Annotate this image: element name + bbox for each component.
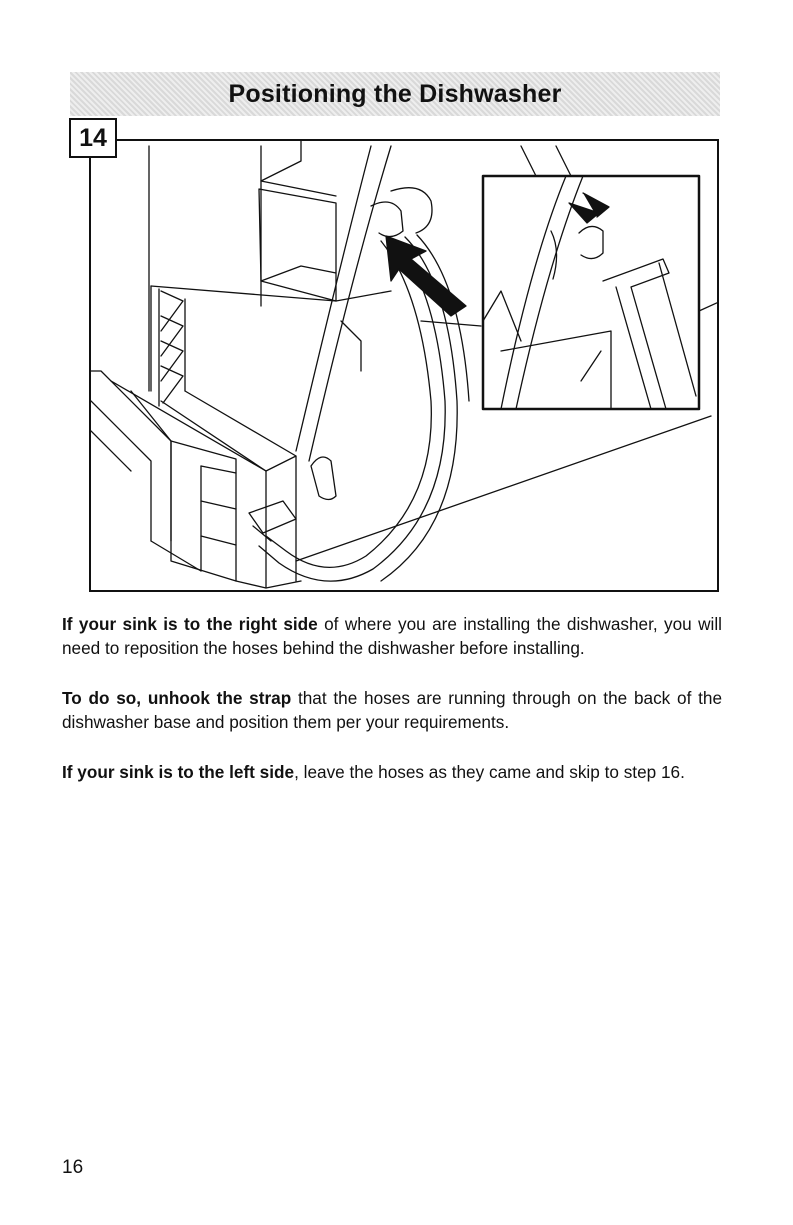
paragraph-left-side-lead: If your sink is to the left side — [62, 762, 295, 782]
section-title: Positioning the Dishwasher — [228, 79, 562, 108]
page-number: 16 — [62, 1157, 84, 1178]
paragraph-left-side — [62, 760, 722, 784]
step-illustration-frame — [89, 139, 719, 592]
paragraph-right-side-text: of where you are installing the dishwasher, you will need to reposition the hoses behind the dishwasher before installing. — [62, 614, 722, 658]
paragraph-left-side-text: , leave the hoses as they came and skip to step 16. — [294, 762, 685, 782]
paragraph-right-side — [62, 612, 722, 660]
paragraph-right-side-lead: If your sink is to the right side — [62, 614, 318, 634]
paragraph-unhook-strap — [62, 686, 722, 734]
paragraph-unhook-strap-lead: To do so, unhook the strap — [62, 688, 292, 708]
dishwasher-hose-illustration — [91, 141, 719, 592]
paragraph-unhook-strap-text: that the hoses are running through on the back of the dishwasher base and position them per your requirements. — [62, 688, 723, 732]
step-number-badge: 14 — [69, 118, 117, 158]
section-header-band — [70, 72, 720, 116]
